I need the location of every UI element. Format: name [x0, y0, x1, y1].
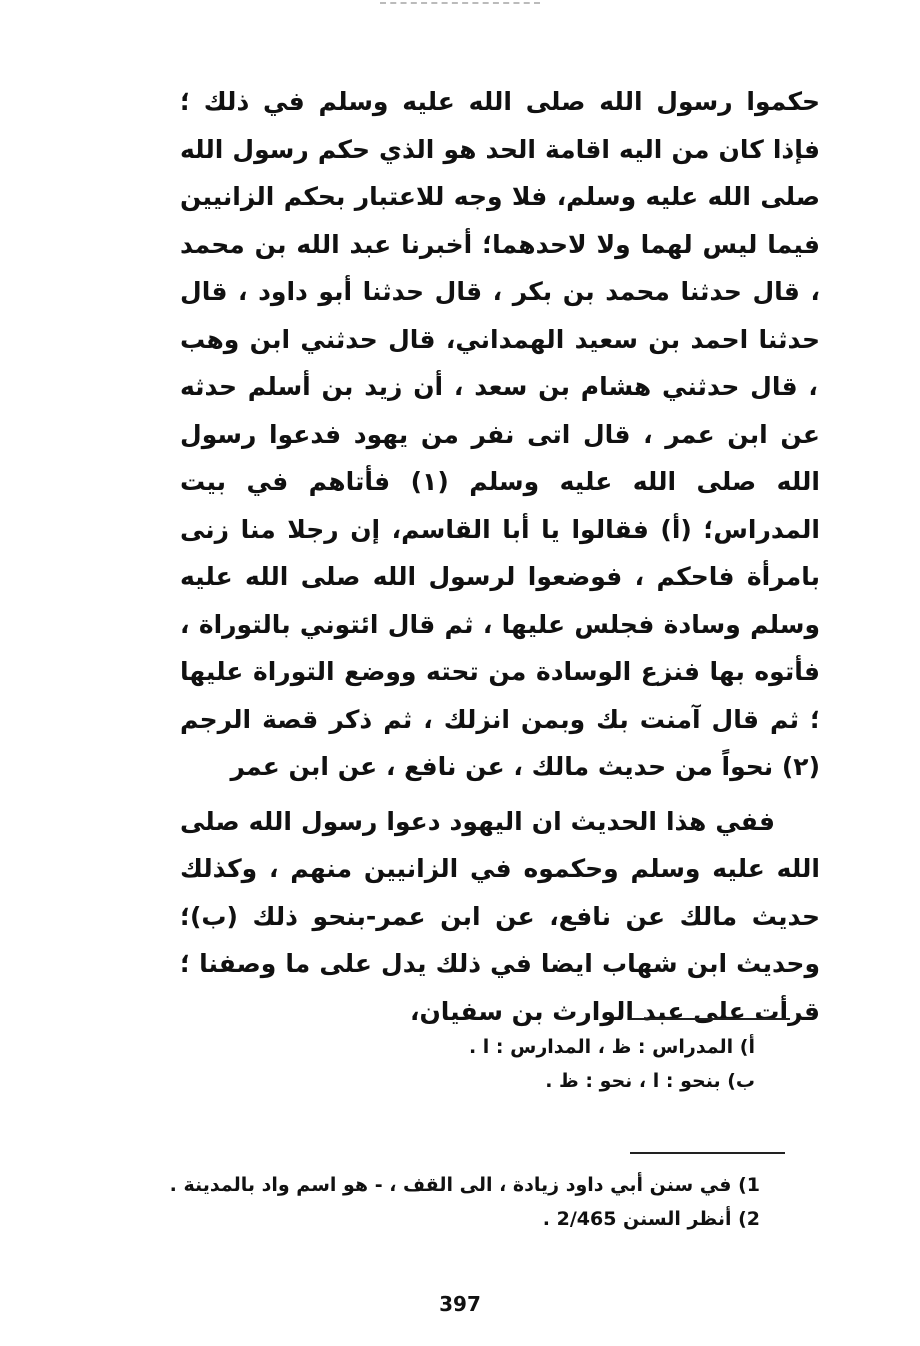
paragraph-2: ففي هذا الحديث ان اليهود دعوا رسول الله صلى الله عليه وسلم وحكموه في الزانيين منهم ، وكذلك حديث مالك عن نافع، عن ابن عمر-بنحو ذلك (ب)؛ وحديث ابن شهاب ايضا في ذلك يدل على ما وصفنا ؛ قرأت على عبد الوارث بن سفيان، [180, 806, 820, 1026]
text-line: وسلم، فلا وجه للاعتبار بحكم الزانيين فيما ليس لهما ولا لاحدهما؛ [180, 182, 821, 259]
top-edge-mark [380, 2, 540, 4]
text-line: حدثنا أبو داود ، قال حدثنا احمد بن سعيد الهمداني، قال حدثني [180, 277, 820, 354]
text-line: حكموا رسول الله صلى الله عليه وسلم في ذلك ؛ فإذا كان [180, 87, 821, 164]
text-line: مالك ، عن نافع ، عن ابن عمر [230, 752, 590, 781]
footnote: 1) في سنن أبي داود زيادة ، الى القف ، - هو اسم واد بالمدينة . [169, 1174, 760, 1196]
footnotes-divider [630, 1152, 785, 1154]
footnotes [160, 1168, 760, 1236]
page-number: 397 [439, 1292, 481, 1316]
footnote: 2) أنظر السنن 2/465 . [542, 1208, 760, 1230]
variant-notes [380, 1030, 755, 1098]
text-line: بك وبمن انزلك ، ثم ذكر قصة الرجم (٢) نحواً من حديث [180, 704, 820, 781]
variants-divider [630, 1018, 790, 1020]
text-line: أخبرنا عبد الله بن محمد ، قال حدثنا محمد بن بكر ، قال [180, 229, 820, 306]
text-line: إن رجلا منا زنى بامرأة فاحكم ، فوضعوا لرسول الله صلى الله [180, 514, 820, 591]
text-line: عليه وسلم وسادة فجلس عليها ، ثم قال ائتوني بالتوراة ، فأتوه [180, 562, 820, 686]
text-line: عن ابن عمر ، قال اتى نفر من يهود فدعوا رسول الله صلى الله [180, 419, 821, 496]
text-line: عليه وسلم (١) فأتاهم في بيت المدراس؛ (أ) فقالوا يا أبا القاسم، [180, 467, 820, 544]
variant-note: ب) بنحو : ا ، نحو : ظ . [545, 1070, 755, 1092]
main-text-block [180, 78, 820, 1035]
text-line: بها فنزع الوسادة من تحته ووضع التوراة عليها ؛ ثم قال آمنت [180, 657, 820, 734]
paragraph-1 [180, 78, 820, 791]
variant-note: أ) المدراس : ظ ، المدارس : ا . [468, 1036, 755, 1058]
text-line: ابن وهب ، قال حدثني هشام بن سعد ، أن زيد بن أسلم حدثه [180, 324, 818, 401]
text-line: من اليه اقامة الحد هو الذي حكم رسول الله صلى الله عليه [180, 134, 820, 211]
